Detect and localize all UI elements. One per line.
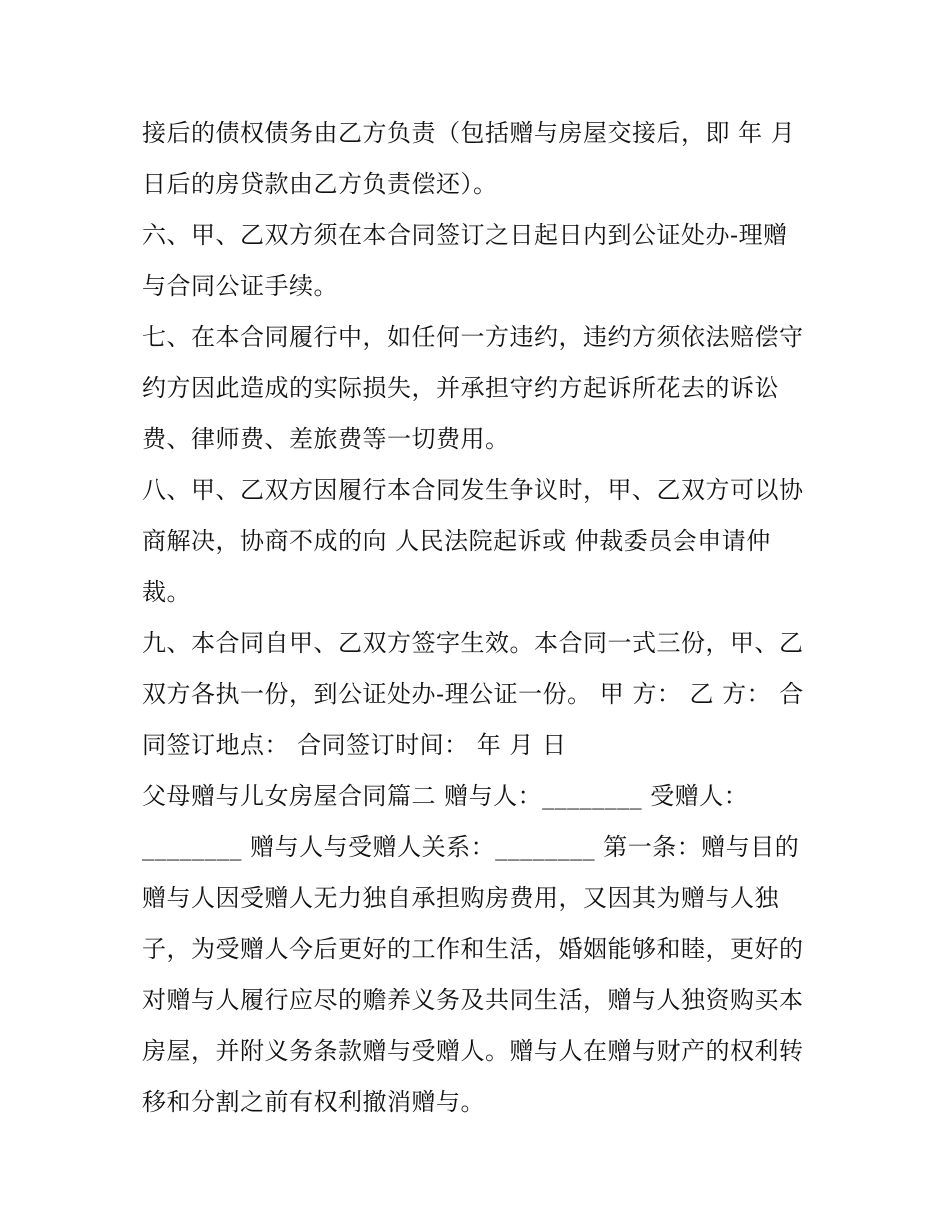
text-line: 六、甲、乙双方须在本合同签订之日起日内到公证处办-理赠 (142, 221, 788, 249)
text-line: 对赠与人履行应尽的赡养义务及共同生活，赠与人独资购买本 (142, 986, 804, 1014)
text-line: 父母赠与儿女房屋合同篇二 赠与人：________ 受赠人： (142, 782, 749, 810)
text-line: 移和分割之前有权利撤消赠与。 (142, 1088, 485, 1116)
text-line: 八、甲、乙双方因履行本合同发生争议时，甲、乙双方可以协 (142, 476, 804, 504)
text-line: 九、本合同自甲、乙双方签字生效。本合同一式三份，甲、乙 (142, 629, 804, 657)
text-line: 赠与人因受赠人无力独自承担购房费用，又因其为赠与人独 (142, 884, 779, 912)
document-body (142, 108, 822, 1128)
text-line: 费、律师费、差旅费等一切费用。 (142, 425, 510, 453)
text-line: 裁。 (142, 578, 191, 606)
text-line: 房屋，并附义务条款赠与受赠人。赠与人在赠与财产的权利转 (142, 1037, 804, 1065)
text-line: 同签订地点： 合同签订时间： 年 月 日 (142, 731, 567, 759)
text-line: ________ 赠与人与受赠人关系：________ 第一条：赠与目的 (142, 833, 800, 861)
text-line: 双方各执一份，到公证处办-理公证一份。 甲 方： 乙 方： 合 (142, 680, 804, 708)
text-line: 约方因此造成的实际损失，并承担守约方起诉所花去的诉讼 (142, 374, 779, 402)
text-line: 日后的房贷款由乙方负责偿还）。 (142, 170, 498, 198)
text-line: 接后的债权债务由乙方负责（包括赠与房屋交接后，即 年 月 (142, 119, 796, 147)
text-line: 七、在本合同履行中，如任何一方违约，违约方须依法赔偿守 (142, 323, 804, 351)
text-line: 子，为受赠人今后更好的工作和生活，婚姻能够和睦，更好的 (142, 935, 804, 963)
text-line: 与合同公证手续。 (142, 272, 338, 300)
text-line: 商解决，协商不成的向 人民法院起诉或 仲裁委员会申请仲 (142, 527, 771, 555)
